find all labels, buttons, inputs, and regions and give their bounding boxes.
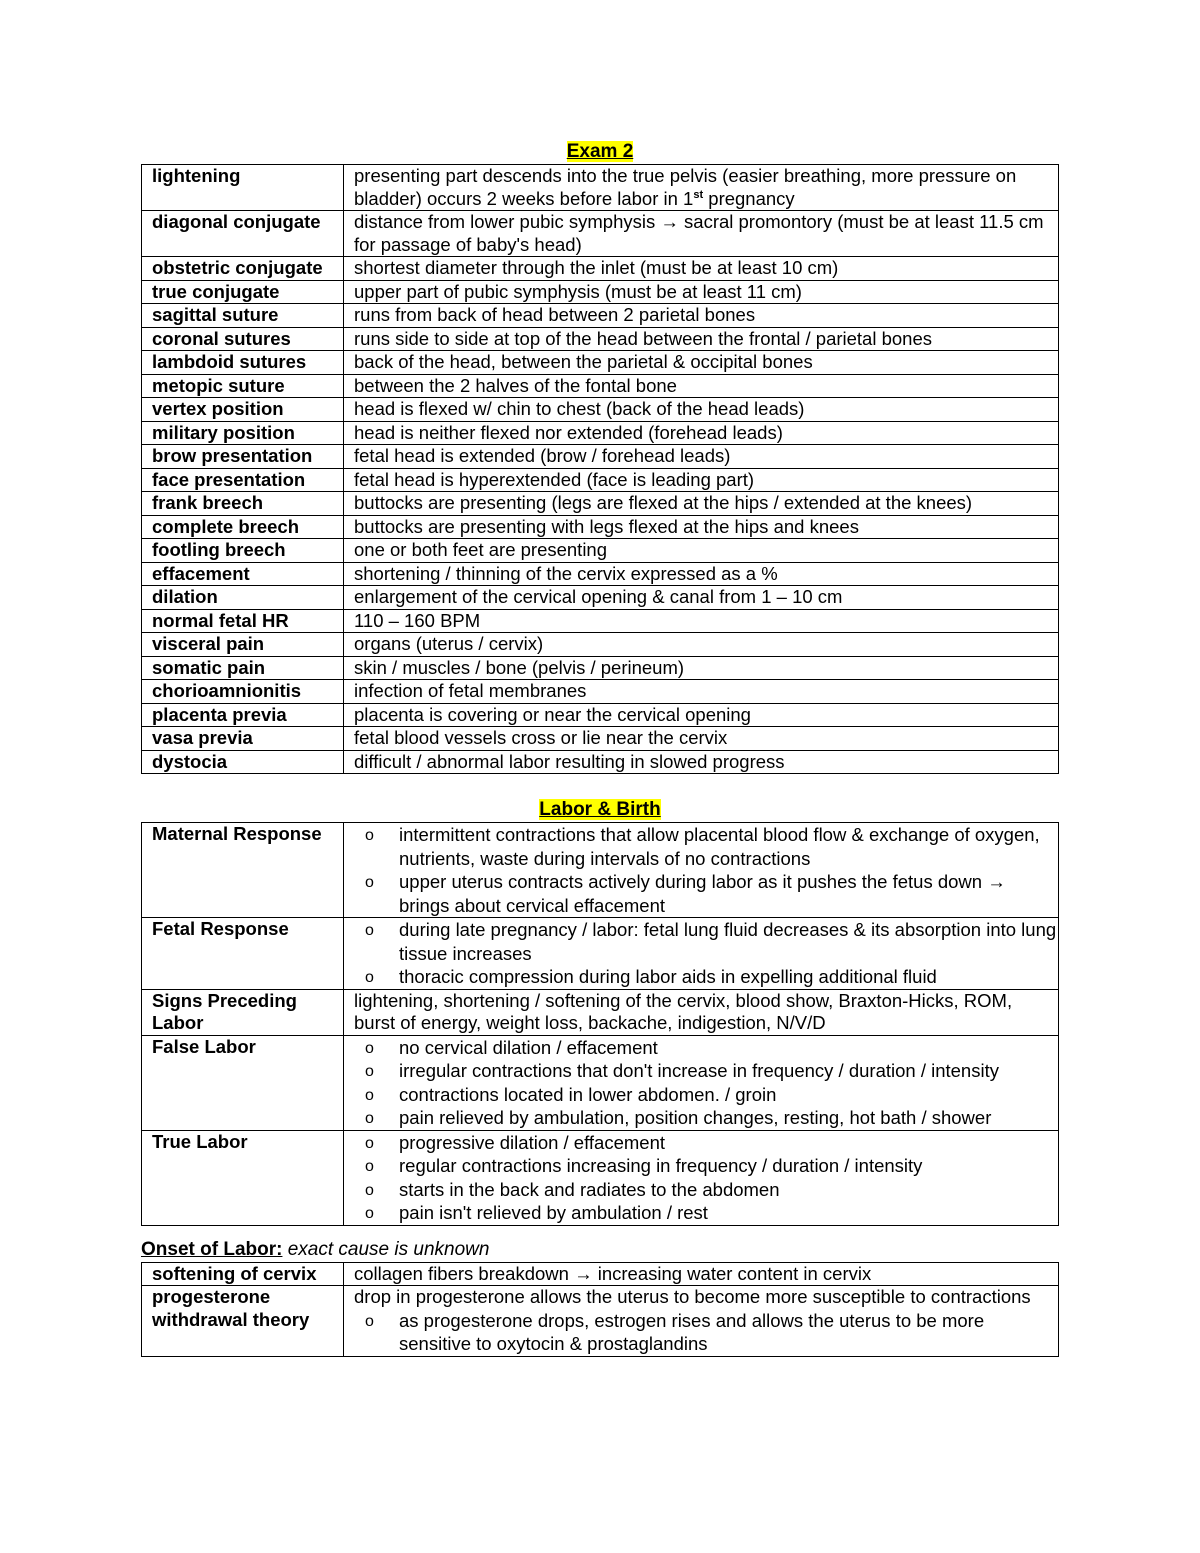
definition-cell xyxy=(344,750,1059,774)
definition-cell xyxy=(344,280,1059,304)
definition-text: fetal head is hyperextended (face is leading part) xyxy=(354,468,755,490)
table-row xyxy=(142,421,1059,445)
table-row xyxy=(142,280,1059,304)
table-row xyxy=(142,727,1059,751)
term-cell: Fetal Response xyxy=(142,918,344,990)
term-cell: face presentation xyxy=(142,468,344,492)
table-row xyxy=(142,918,1059,990)
bullet-list xyxy=(354,918,1058,989)
term-cell: military position xyxy=(142,421,344,445)
definition-text: fetal head is extended (brow / forehead leads) xyxy=(354,445,731,466)
term-cell: lambdoid sutures xyxy=(142,351,344,375)
table-row xyxy=(142,703,1059,727)
term-cell: placenta previa xyxy=(142,703,344,727)
table-row xyxy=(142,211,1059,257)
term-cell: normal fetal HR xyxy=(142,609,344,633)
table-row xyxy=(142,1286,1059,1357)
term-cell: Maternal Response xyxy=(142,823,344,918)
definition-text: shortest diameter through the inlet (must be at least 10 cm) xyxy=(354,257,839,278)
definition-cell xyxy=(344,633,1059,657)
bullet-item: o progressive dilation / effacement xyxy=(354,1131,1058,1155)
table-row xyxy=(142,586,1059,610)
bullet-item: o upper uterus contracts actively during labor as it pushes the fetus down → brings about cervical effacement xyxy=(354,870,1058,917)
table-row xyxy=(142,750,1059,774)
definition-cell xyxy=(344,165,1059,211)
definition-cell xyxy=(344,562,1059,586)
bullet-item: o regular contractions increasing in frequency / duration / intensity xyxy=(354,1154,1058,1178)
definition-cell xyxy=(344,727,1059,751)
definition-text: skin / muscles / bone (pelvis / perineum) xyxy=(354,656,685,678)
table-row xyxy=(142,656,1059,680)
definition-cell xyxy=(344,421,1059,445)
term-cell: softening of cervix xyxy=(142,1262,344,1286)
table-row xyxy=(142,633,1059,657)
definition-text: organs (uterus / cervix) xyxy=(354,633,544,654)
definition-tail: pregnancy xyxy=(703,187,795,209)
table-row xyxy=(142,1262,1059,1286)
definition-cell xyxy=(344,327,1059,351)
document-page xyxy=(141,140,1059,1357)
bullet-item: o as progesterone drops, estrogen rises and allows the uterus to be more sensitive to oxytocin & prostaglandins xyxy=(354,1309,1058,1356)
bullet-item: o thoracic compression during labor aids in expelling additional fluid xyxy=(354,965,1058,989)
term-cell: visceral pain xyxy=(142,633,344,657)
content-cell xyxy=(344,1130,1059,1225)
table-row xyxy=(142,1035,1059,1130)
definition-cell xyxy=(344,656,1059,680)
bullet-list xyxy=(354,1131,1058,1225)
content-cell xyxy=(344,1286,1059,1357)
content-cell xyxy=(344,1262,1059,1286)
bullet-list xyxy=(354,1036,1058,1130)
term-cell: Signs Preceding Labor xyxy=(142,989,344,1035)
term-cell: sagittal suture xyxy=(142,304,344,328)
superscript: st xyxy=(693,188,704,201)
definition-text: head is neither flexed nor extended (forehead leads) xyxy=(354,421,783,443)
definition-cell xyxy=(344,211,1059,257)
section-title-labor-birth: Labor & Birth xyxy=(539,799,661,820)
definition-text: upper part of pubic symphysis (must be at least 11 cm) xyxy=(354,280,802,302)
term-cell: diagonal conjugate xyxy=(142,211,344,257)
bullet-item: o intermittent contractions that allow placental blood flow & exchange of oxygen, nutrients, waste during intervals of no contractions xyxy=(354,823,1058,870)
section-title-exam2: Exam 2 xyxy=(566,141,634,162)
definition-cell xyxy=(344,398,1059,422)
term-cell: obstetric conjugate xyxy=(142,257,344,281)
definition-cell xyxy=(344,680,1059,704)
bullet-item: o no cervical dilation / effacement xyxy=(354,1036,1058,1060)
content-cell xyxy=(344,918,1059,990)
table-row xyxy=(142,468,1059,492)
term-cell: frank breech xyxy=(142,492,344,516)
term-cell: somatic pain xyxy=(142,656,344,680)
term-cell: complete breech xyxy=(142,515,344,539)
definition-text: head is flexed w/ chin to chest (back of the head leads) xyxy=(354,398,805,419)
bullet-item: o starts in the back and radiates to the abdomen xyxy=(354,1178,1058,1202)
table-row xyxy=(142,398,1059,422)
term-cell: coronal sutures xyxy=(142,327,344,351)
exam2-table xyxy=(141,164,1059,774)
bullet-item: o contractions located in lower abdomen. / groin xyxy=(354,1083,1058,1107)
definition-text: enlargement of the cervical opening & canal from 1 – 10 cm xyxy=(354,586,843,607)
definition-cell xyxy=(344,492,1059,516)
term-cell: progesterone withdrawal theory xyxy=(142,1286,344,1357)
table-row xyxy=(142,445,1059,469)
definition-text: distance from lower pubic symphysis → sacral promontory (must be at least 11.5 cm for passage of baby's head) xyxy=(354,211,1044,255)
onset-table xyxy=(141,1262,1059,1357)
term-cell: footling breech xyxy=(142,539,344,563)
definition-cell xyxy=(344,304,1059,328)
bullet-item: o pain isn't relieved by ambulation / rest xyxy=(354,1201,1058,1225)
bullet-item: o pain relieved by ambulation, position changes, resting, hot bath / shower xyxy=(354,1106,1058,1130)
content-text: collagen fibers breakdown → increasing water content in cervix xyxy=(354,1262,872,1284)
definition-text: one or both feet are presenting xyxy=(354,539,608,560)
definition-text: 110 – 160 BPM xyxy=(354,609,481,631)
term-cell: dystocia xyxy=(142,750,344,774)
bullet-list xyxy=(354,823,1058,917)
term-cell: vasa previa xyxy=(142,727,344,751)
term-cell: brow presentation xyxy=(142,445,344,469)
table-row xyxy=(142,515,1059,539)
term-cell: chorioamnionitis xyxy=(142,680,344,704)
definition-cell xyxy=(344,445,1059,469)
content-cell xyxy=(344,1035,1059,1130)
table-row xyxy=(142,304,1059,328)
definition-cell xyxy=(344,515,1059,539)
definition-text: runs side to side at top of the head between the frontal / parietal bones xyxy=(354,327,932,349)
definition-text: placenta is covering or near the cervical opening xyxy=(354,703,751,725)
content-cell xyxy=(344,989,1059,1035)
definition-cell xyxy=(344,468,1059,492)
definition-cell xyxy=(344,609,1059,633)
table-row xyxy=(142,327,1059,351)
table-row xyxy=(142,165,1059,211)
term-cell: vertex position xyxy=(142,398,344,422)
table-row xyxy=(142,1130,1059,1225)
table-row xyxy=(142,374,1059,398)
term-cell: true conjugate xyxy=(142,280,344,304)
definition-text: infection of fetal membranes xyxy=(354,680,587,701)
term-cell: effacement xyxy=(142,562,344,586)
labor-birth-table xyxy=(141,822,1059,1226)
bullet-item: o irregular contractions that don't increase in frequency / duration / intensity xyxy=(354,1059,1058,1083)
definition-text: fetal blood vessels cross or lie near the cervix xyxy=(354,727,728,748)
definition-cell xyxy=(344,586,1059,610)
content-text: drop in progesterone allows the uterus to become more susceptible to contractions xyxy=(354,1286,1031,1307)
definition-cell xyxy=(344,351,1059,375)
definition-text: buttocks are presenting with legs flexed at the hips and knees xyxy=(354,515,859,537)
term-cell: dilation xyxy=(142,586,344,610)
term-cell: False Labor xyxy=(142,1035,344,1130)
definition-text: back of the head, between the parietal & occipital bones xyxy=(354,351,813,372)
table-row xyxy=(142,562,1059,586)
definition-text: runs from back of head between 2 parietal bones xyxy=(354,304,756,325)
definition-cell xyxy=(344,539,1059,563)
table-row xyxy=(142,609,1059,633)
table-row xyxy=(142,539,1059,563)
table-row xyxy=(142,823,1059,918)
term-cell: True Labor xyxy=(142,1130,344,1225)
onset-heading: Onset of Labor: exact cause is unknown xyxy=(141,1238,490,1260)
content-cell xyxy=(344,823,1059,918)
term-cell: metopic suture xyxy=(142,374,344,398)
table-row xyxy=(142,989,1059,1035)
bullet-list xyxy=(354,1309,1058,1356)
bullet-item: o during late pregnancy / labor: fetal lung fluid decreases & its absorption into lung tissue increases xyxy=(354,918,1058,965)
definition-cell xyxy=(344,374,1059,398)
table-row xyxy=(142,492,1059,516)
definition-text: difficult / abnormal labor resulting in slowed progress xyxy=(354,750,785,772)
content-text: lightening, shortening / softening of the cervix, blood show, Braxton-Hicks, ROM, burst of energy, weight loss, backache, indigestion, N/V/D xyxy=(354,989,1013,1033)
term-cell: lightening xyxy=(142,165,344,211)
definition-text: shortening / thinning of the cervix expressed as a % xyxy=(354,562,778,584)
definition-text: buttocks are presenting (legs are flexed at the hips / extended at the knees) xyxy=(354,492,973,513)
definition-text: between the 2 halves of the fontal bone xyxy=(354,374,677,396)
definition-text: presenting part descends into the true pelvis (easier breathing, more pressure on bladder) occurs 2 weeks before labor in 1 xyxy=(354,165,1017,209)
definition-cell xyxy=(344,257,1059,281)
table-row xyxy=(142,351,1059,375)
definition-cell xyxy=(344,703,1059,727)
table-row xyxy=(142,257,1059,281)
table-row xyxy=(142,680,1059,704)
